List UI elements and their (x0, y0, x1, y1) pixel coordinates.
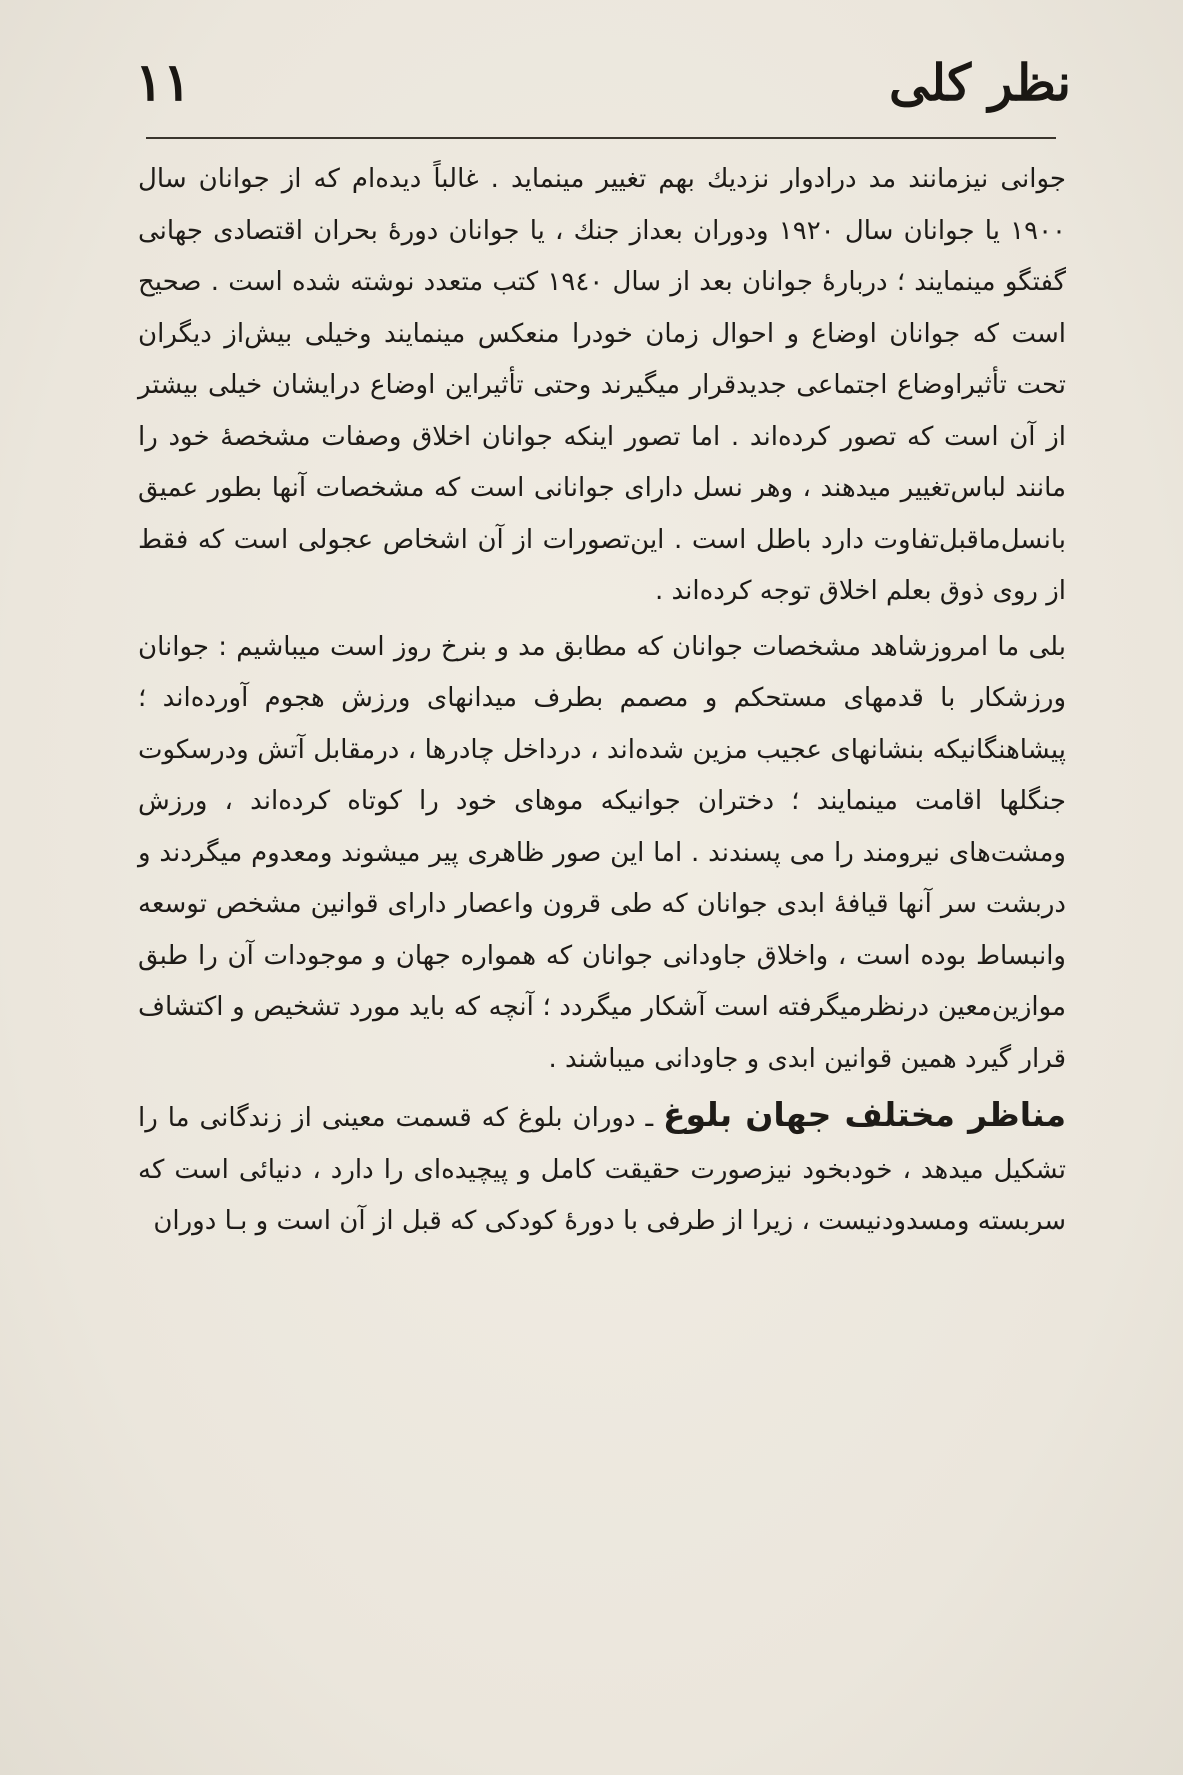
section-heading: مناظر مختلف جهان بلوغ (663, 1095, 1067, 1134)
chapter-title: نظر کلی (889, 53, 1071, 112)
paragraph-2: بلی ما امروزشاهد مشخصات جوانان که مطابق مد و بنرخ روز است میباشیم : جوانان ورزشکار با قدمهای مستحکم و مصمم بطرف میدانهای ورزش هجوم آورده‌اند ؛ پیشاهنگانیکه بنشانهای عجیب مزین شده‌اند ، درداخل چادرها ، درمقابل آتش ودرسکوت جنگلها اقامت مینمایند ؛ دختران جوانیکه موهای خود را کوتاه کرده‌اند ، ورزش ومشت‌های نیرومند را می پسندند . اما این صور ظاهری پیر میشوند ومعدوم میگردند و دربشت سر آنها قیافهٔ ابدی جوانان که طی قرون واعصار دارای قوانین مشخص توسعه وانبساط بوده است ، واخلاق جاودانی جوانان که همواره جهان و موجودات آن را طبق موازین‌معین درنظرمیگرفته است آشکار میگردد ؛ آنچه که باید مورد تشخیص و اکتشاف قرار گیرد همین قوانین ابدی و جاودانی میباشند . (138, 631, 1066, 1074)
paragraph-1: جوانی نیزمانند مد درادوار نزدیك بهم تغییر مینماید . غالباً دیده‌ام که از جوانان سال ۱۹۰۰ یا جوانان سال ۱۹۲۰ ودوران بعداز جنك ، یا جوانان دورهٔ بحران اقتصادی جهانی گفتگو مینمایند ؛ دربارهٔ جوانان بعد از سال ۱۹٤۰ کتب متعدد نوشته شده است . صحیح است که جوانان اوضاع و احوال زمان خودرا منعکس مینمایند وخیلی بیش‌از دیگران تحت تأثیراوضاع اجتماعی جدیدقرار میگیرند وحتی تأثیراین اوضاع درایشان خیلی بیشتر از آن است که تصور کرده‌اند . اما تصور اینکه جوانان اخلاق وصفات مشخصهٔ خود را مانند لباس‌تغییر میدهند ، وهر نسل دارای جوانانی است که مشخصات آنها بطور عمیق بانسل‌ماقبل‌تفاوت دارد باطل است . این‌تصورات از آن اشخاص عجولی است که فقط از روی ذوق بعلم اخلاق توجه کرده‌اند . (138, 164, 1066, 606)
page-header (135, 48, 1071, 118)
body-text (138, 154, 1066, 1248)
header-rule (146, 137, 1056, 139)
section-paragraph (138, 1089, 1066, 1248)
section-text: ـ دوران بلوغ که قسمت معینی از زندگانی ما را تشکیل میدهد ، خودبخود نیزصورت حقیقت کامل و پیچیده‌ای را دارد ، دنیائی است که سربسته ومسدودنیست ، زیرا از طرفی با دورهٔ کودکی که قبل از آن است و بـا دوران (138, 1103, 1066, 1236)
page-number: ۱۱ (135, 52, 191, 113)
